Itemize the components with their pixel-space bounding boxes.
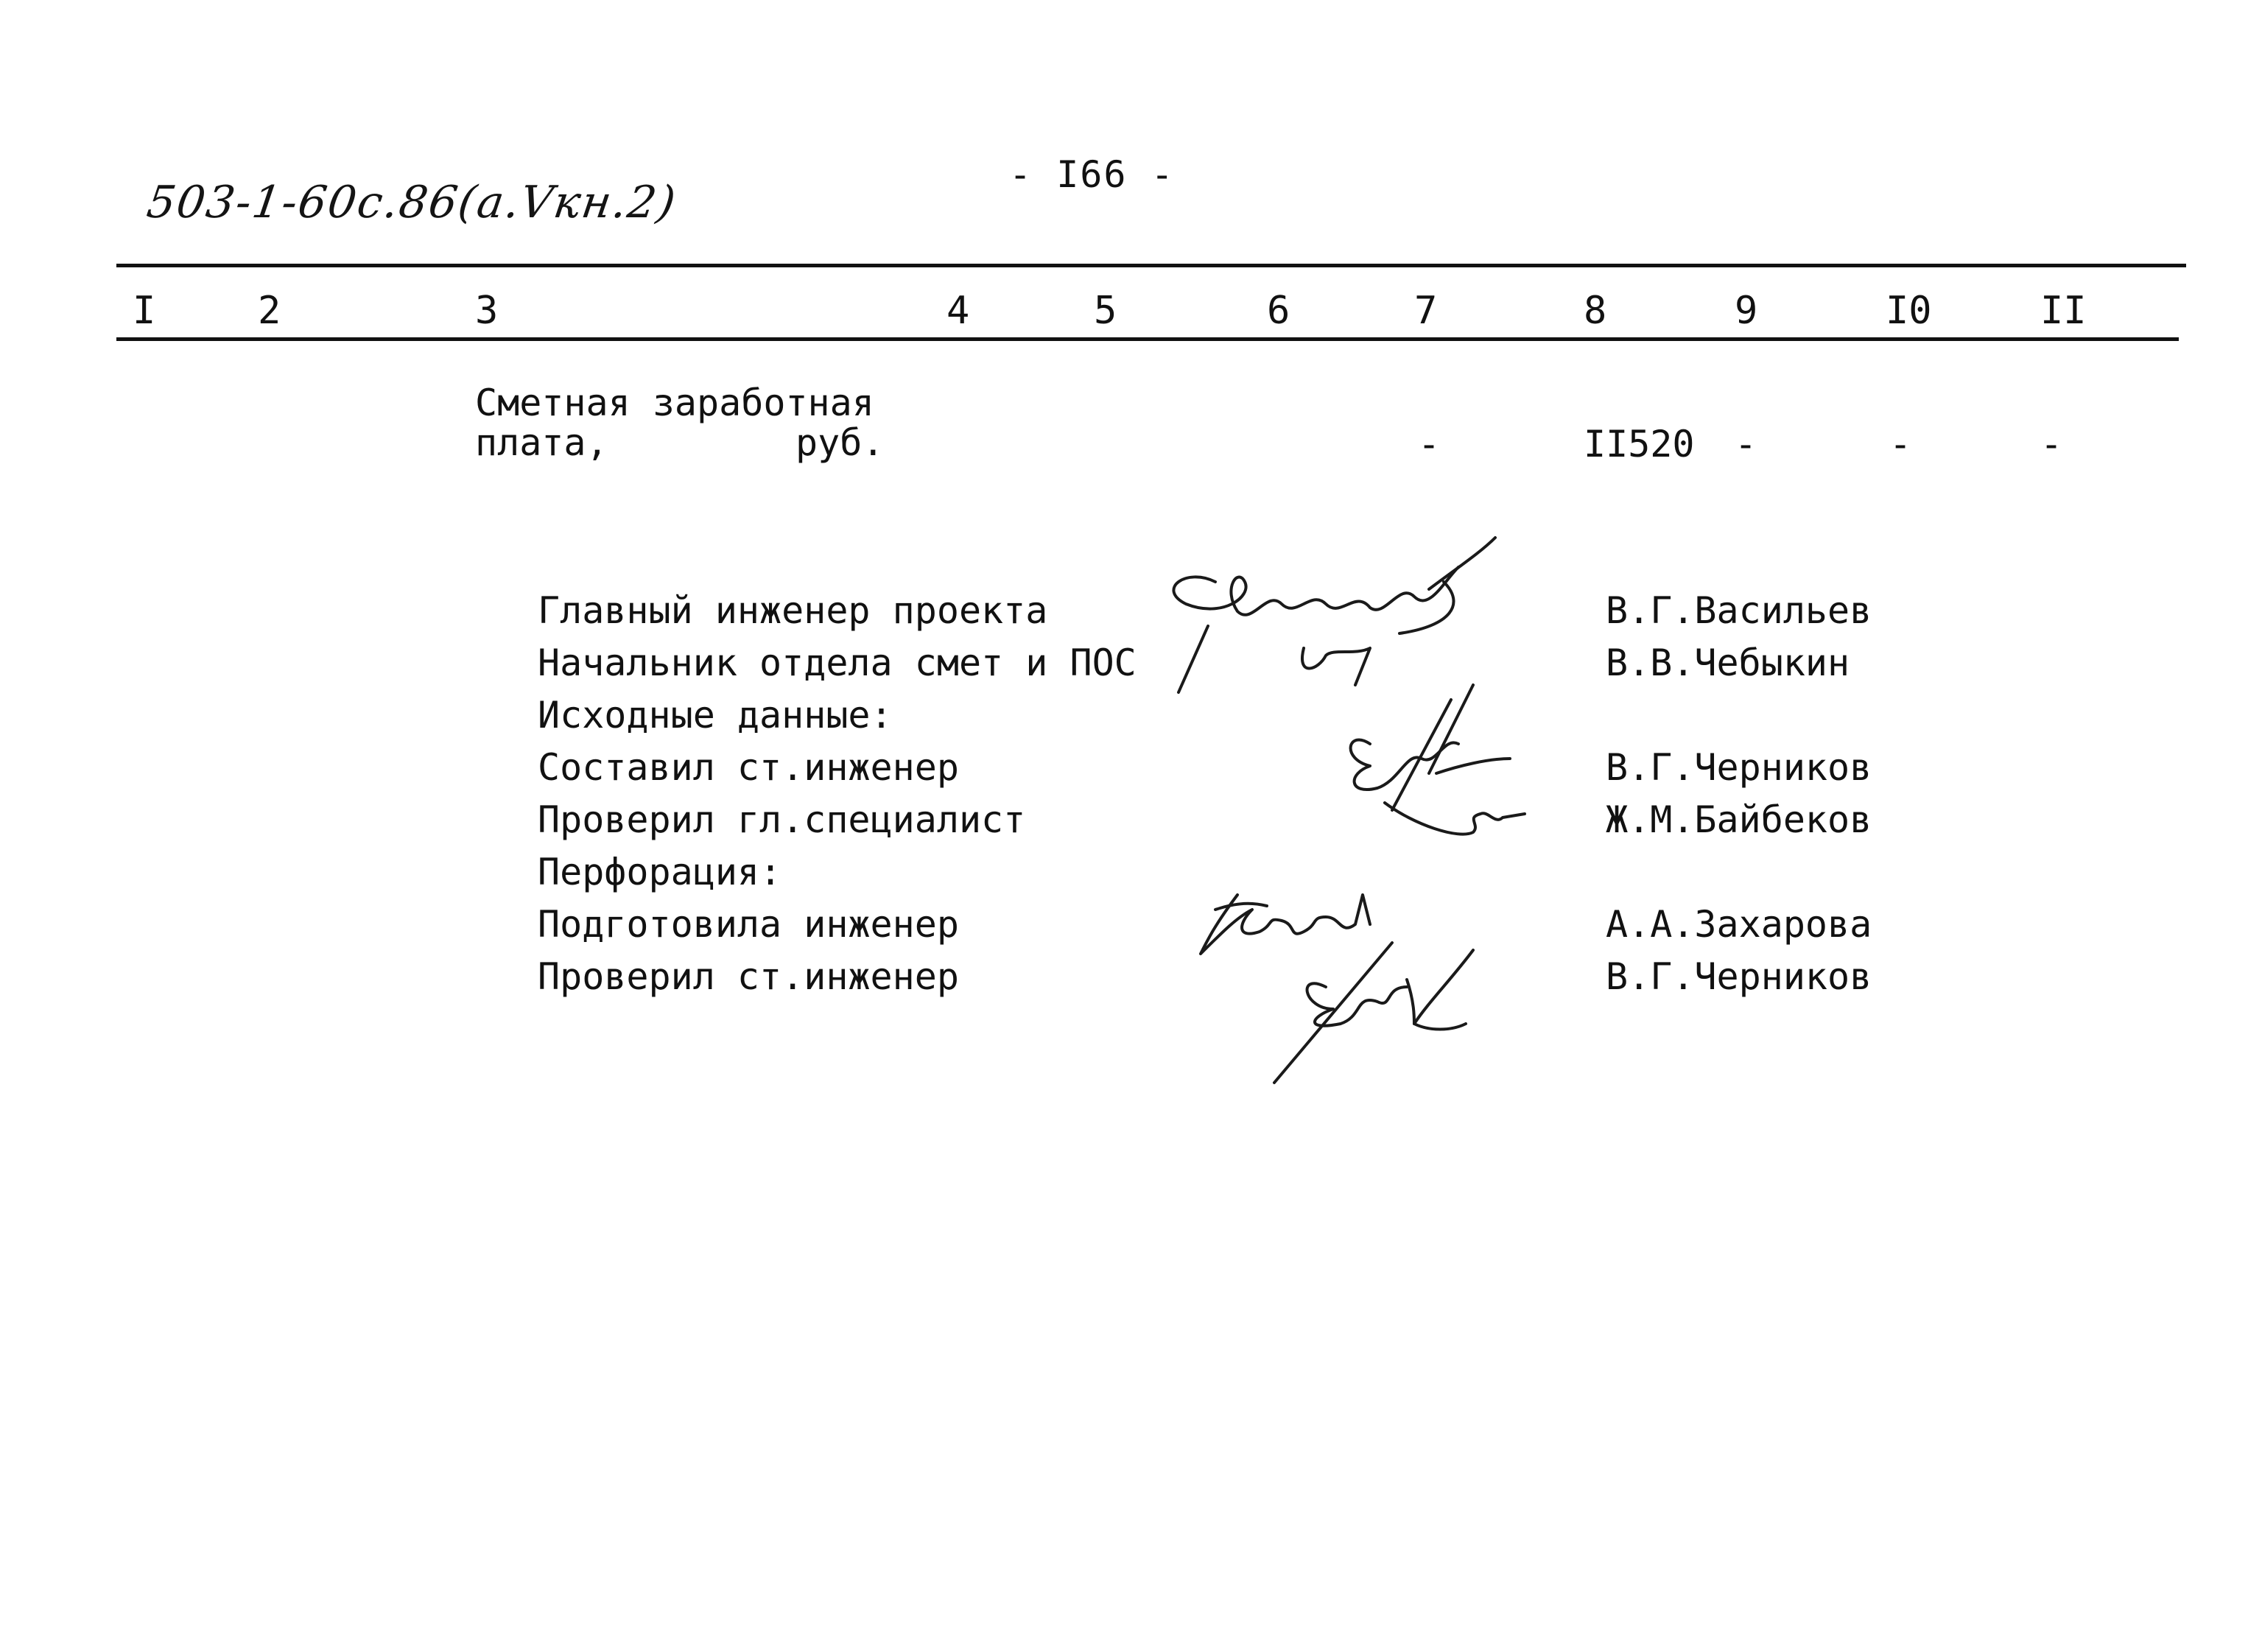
column-number-1: I: [133, 289, 156, 333]
cell-col11: -: [2040, 423, 2063, 465]
section-heading-source-data: Исходные данные:: [538, 694, 893, 737]
column-number-2: 2: [258, 289, 281, 333]
signature-label-head-of-estimates: Начальник отдела смет и ПОС: [538, 642, 1137, 684]
cell-col8: II520: [1584, 423, 1695, 465]
table-header-bottom-rule: [116, 337, 2179, 341]
column-number-10: I0: [1886, 289, 1932, 333]
column-number-7: 7: [1414, 289, 1438, 333]
cell-col9: -: [1735, 423, 1757, 465]
signature-label-checked-by-specialist: Проверил гл.специалист: [538, 798, 1026, 841]
row-unit: руб.: [795, 421, 885, 464]
signature-scribble-2: [1326, 685, 1547, 854]
column-number-3: 3: [475, 289, 499, 333]
handwritten-document-code: 503-1-60с.86(а.Vкн.2): [144, 177, 681, 228]
signature-label-compiled-by: Составил ст.инженер: [538, 746, 959, 789]
signature-scribble-4: [1267, 935, 1503, 1097]
signatory-name-baibekov: Ж.М.Байбеков: [1606, 798, 1872, 841]
cell-col7: -: [1418, 423, 1441, 465]
signatory-name-vasiliev: В.Г.Васильев: [1606, 589, 1872, 632]
column-number-6: 6: [1267, 289, 1290, 333]
column-number-5: 5: [1094, 289, 1117, 333]
signature-scribble-1: [1134, 538, 1517, 707]
signatory-name-chernikov: В.Г.Черников: [1606, 746, 1872, 789]
signature-label-prepared-by: Подготовила инженер: [538, 903, 959, 946]
row-description-line2: плата,: [475, 421, 608, 464]
signature-label-chief-engineer: Главный инженер проекта: [538, 589, 1048, 632]
signatory-name-chebykin: В.В.Чебыкин: [1606, 642, 1850, 684]
column-number-11: II: [2040, 289, 2087, 333]
table-top-rule: [116, 264, 2186, 267]
section-heading-perforation: Перфорация:: [538, 851, 782, 893]
row-description-line1: Сметная заработная: [475, 382, 874, 424]
signature-label-checked-by-engineer: Проверил ст.инженер: [538, 955, 959, 998]
column-number-9: 9: [1735, 289, 1758, 333]
column-number-4: 4: [946, 289, 970, 333]
cell-col10: -: [1889, 423, 1912, 465]
page-number: - I66 -: [1009, 153, 1175, 196]
signatory-name-zakharova: А.А.Захарова: [1606, 903, 1872, 946]
column-number-8: 8: [1584, 289, 1607, 333]
signatory-name-chernikov-2: В.Г.Черников: [1606, 955, 1872, 998]
